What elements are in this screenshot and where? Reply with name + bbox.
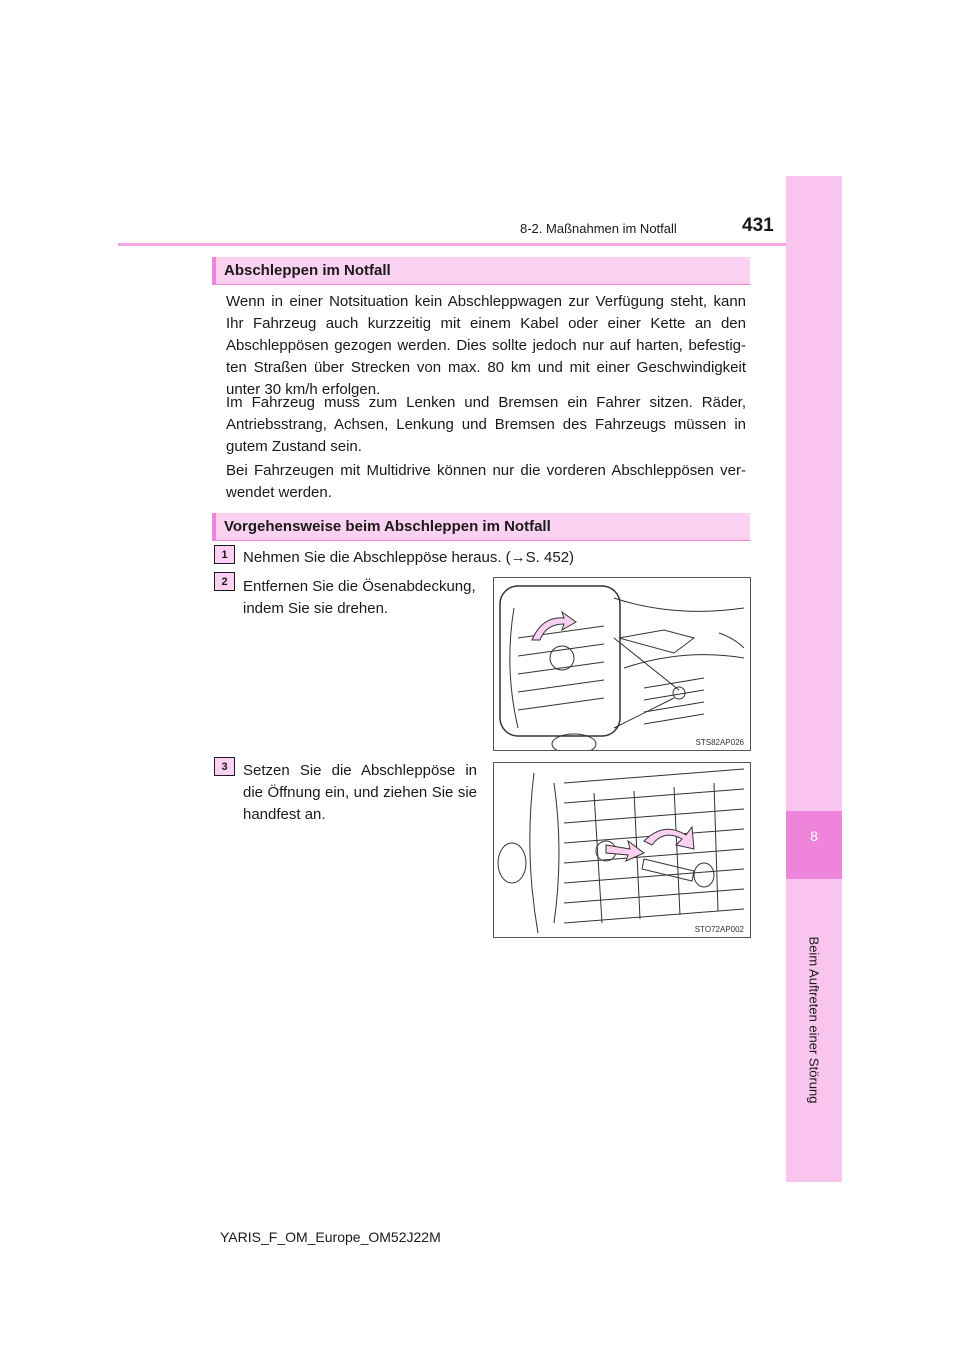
section-title-towing-procedure: Vorgehensweise beim Abschleppen im Notfall — [224, 518, 551, 535]
step-number-2: 2 — [214, 572, 235, 591]
page-number: 431 — [742, 215, 774, 236]
step-number-3: 3 — [214, 757, 235, 776]
section-title-emergency-towing: Abschleppen im Notfall — [224, 262, 391, 279]
paragraph-multidrive-note: Bei Fahrzeugen mit Multidrive können nur die vorderen Abschleppösen ver-wendet werden. — [226, 462, 746, 501]
bumper-cover-illustration — [494, 578, 750, 750]
step-number-1: 1 — [214, 545, 235, 564]
figure-remove-cover — [493, 577, 751, 751]
chapter-number-tab — [786, 811, 842, 879]
figure-insert-towing-eye — [493, 762, 751, 938]
figure-code-2: STO72AP002 — [694, 925, 744, 934]
step-text-1: Nehmen Sie die Abschleppöse heraus. (→S. 452) — [243, 549, 575, 566]
rotate-arrow-icon — [532, 612, 576, 640]
document-id: YARIS_F_OM_Europe_OM52J22M — [220, 1229, 441, 1245]
step-text-2: Entfernen Sie die Ösenabdeckung, indem Sie sie drehen. — [243, 578, 476, 617]
tighten-arrow-icon — [644, 827, 694, 849]
header-rule — [118, 243, 786, 246]
figure-code-1: STS82AP026 — [695, 738, 744, 747]
chapter-number: 8 — [810, 828, 818, 844]
step-text-3: Setzen Sie die Abschleppöse in die Öffnung ein, und ziehen Sie sie handfest an. — [243, 762, 477, 823]
paragraph-towing-conditions: Wenn in einer Notsituation kein Abschleppwagen zur Verfügung steht, kann Ihr Fahrzeug auch kurzzeitig mit einem Kabel oder einer Kette an den Abschleppösen gezogen werden. Dies sollte jedoch nur auf harten, befestig-ten Straßen über Strecken von max. 80 km und mit einer Geschwindigkeit unter 30 km/h erfolgen. — [226, 293, 746, 398]
towing-eye-illustration — [494, 763, 750, 937]
header-section-title: 8-2. Maßnahmen im Notfall — [520, 221, 677, 236]
paragraph-driver-requirement: Im Fahrzeug muss zum Lenken und Bremsen ein Fahrer sitzen. Räder, Antriebsstrang, Achsen, Lenkung und Bremsen des Fahrzeugs müssen in gutem Zustand sein. — [226, 394, 746, 455]
chapter-side-label: Beim Auftreten einer Störung — [806, 936, 822, 1104]
